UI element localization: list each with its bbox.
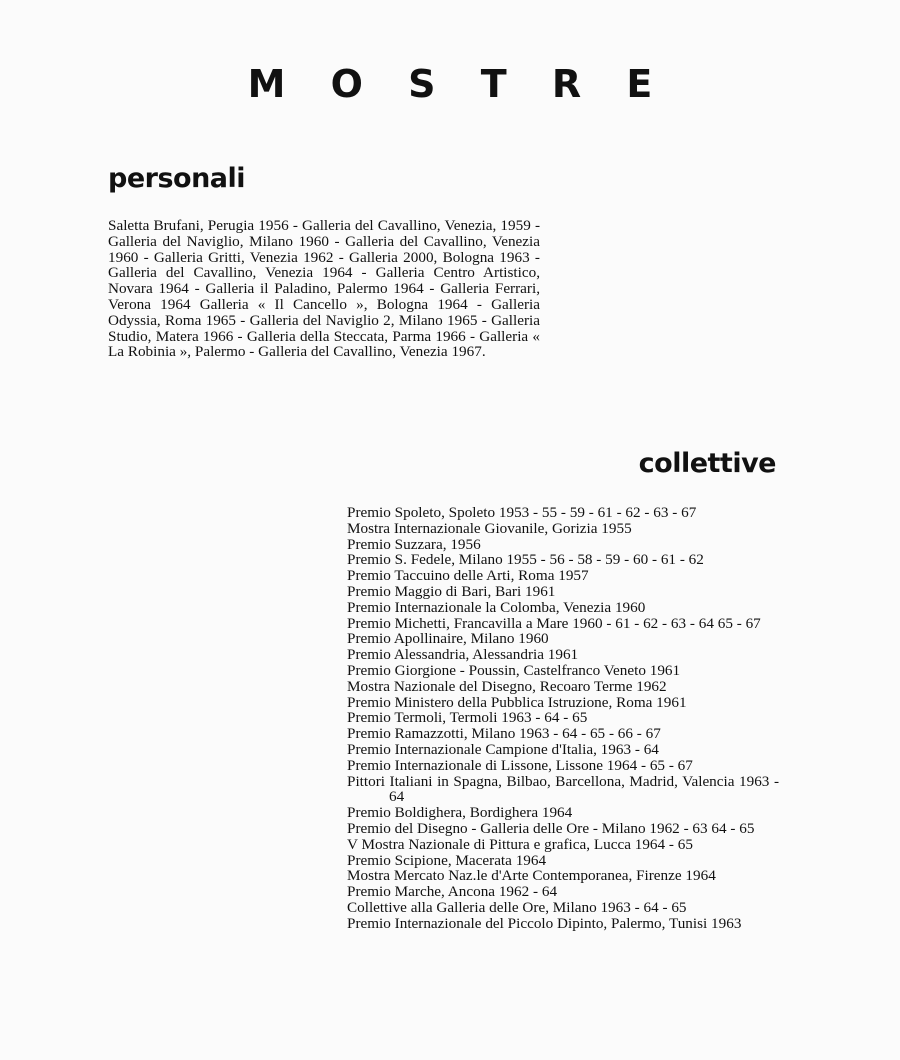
list-item: Premio Ramazzotti, Milano 1963 - 64 - 65 - 66 - 67 <box>347 725 661 743</box>
list-item: Premio Maggio di Bari, Bari 1961 <box>347 582 556 600</box>
personali-heading: personali <box>108 163 246 194</box>
list-item: Premio Ministero della Pubblica Istruzione, Roma 1961 <box>347 693 687 711</box>
list-item: Mostra Mercato Naz.le d'Arte Contemporanea, Firenze 1964 <box>347 867 716 885</box>
list-item: Premio Michetti, Francavilla a Mare 1960 - 61 - 62 - 63 - 64 65 - 67 <box>347 614 761 632</box>
list-item: Premio S. Fedele, Milano 1955 - 56 - 58 - 59 - 60 - 61 - 62 <box>347 551 704 569</box>
list-item: V Mostra Nazionale di Pittura e grafica, Lucca 1964 - 65 <box>347 835 693 853</box>
list-item: Collettive alla Galleria delle Ore, Milano 1963 - 64 - 65 <box>347 898 687 916</box>
list-item: Premio Marche, Ancona 1962 - 64 <box>347 883 558 901</box>
list-item: Premio Internazionale la Colomba, Venezia 1960 <box>347 598 646 616</box>
list-item: Premio del Disegno - Galleria delle Ore - Milano 1962 - 63 64 - 65 <box>347 819 755 837</box>
list-item: Premio Internazionale Campione d'Italia, 1963 - 64 <box>347 740 659 758</box>
list-item: Premio Scipione, Macerata 1964 <box>347 851 547 869</box>
list-item: Premio Internazionale del Piccolo Dipinto, Palermo, Tunisi 1963 <box>347 914 742 932</box>
list-item: Premio Giorgione - Poussin, Castelfranco Veneto 1961 <box>347 661 681 679</box>
collettive-exhibitions-list <box>347 505 779 932</box>
list-item: Premio Alessandria, Alessandria 1961 <box>347 646 579 664</box>
list-item: Premio Spoleto, Spoleto 1953 - 55 - 59 - 61 - 62 - 63 - 67 <box>347 504 697 521</box>
page-title: M O S T R E <box>247 62 669 106</box>
list-item: Premio Boldighera, Bordighera 1964 <box>347 804 573 822</box>
list-item: Premio Termoli, Termoli 1963 - 64 - 65 <box>347 709 588 727</box>
list-item: Mostra Internazionale Giovanile, Gorizia 1955 <box>347 519 632 537</box>
list-item: Premio Internazionale di Lissone, Lissone 1964 - 65 - 67 <box>347 756 693 774</box>
collettive-heading: collettive <box>638 448 776 479</box>
list-item: Pittori Italiani in Spagna, Bilbao, Barcellona, Madrid, Valencia 1963 - 64 <box>347 772 779 806</box>
list-item: Mostra Nazionale del Disegno, Recoaro Terme 1962 <box>347 677 667 695</box>
list-item: Premio Apollinaire, Milano 1960 <box>347 630 549 648</box>
list-item: Premio Suzzara, 1956 <box>347 535 481 553</box>
personali-exhibitions-text: Saletta Brufani, Perugia 1956 - Galleria del Cavallino, Venezia, 1959 - Galleria del Naviglio, Milano 1960 - Galleria del Cavallino, Venezia 1960 - Galleria Gritti, Venezia 1962 - Galleria 2000, Bologna 1963 - Galleria del Cavallino, Venezia 1964 - Galleria Centro Artistico, Novara 1964 - Galleria il Paladino, Palermo 1964 - Galleria Ferrari, Verona 1964 Galleria « Il Cancello », Bologna 1964 - Galleria Odyssia, Roma 1965 - Galleria del Naviglio 2, Milano 1965 - Galleria Studio, Matera 1966 - Galleria della Steccata, Parma 1966 - Galleria « La Robinia », Palermo - Galleria del Cavallino, Venezia 1967. <box>108 217 540 361</box>
list-item: Premio Taccuino delle Arti, Roma 1957 <box>347 567 589 585</box>
